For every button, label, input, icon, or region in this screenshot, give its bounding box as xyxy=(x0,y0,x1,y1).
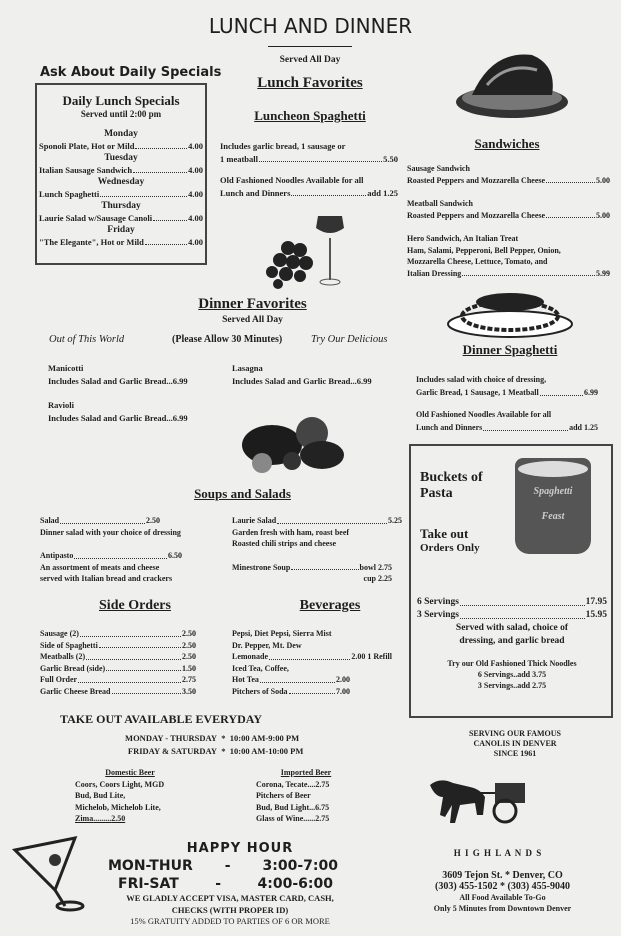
dinner-favorites-sub: Served All Day xyxy=(222,315,283,325)
text: 6 Servings..add 3.75 xyxy=(477,670,547,679)
canolis-note xyxy=(455,729,575,759)
take-out-heading: TAKE OUT AVAILABLE EVERYDAY xyxy=(60,712,262,726)
item-desc: Includes Salad and Garlic Bread xyxy=(48,375,167,386)
day-label: Friday xyxy=(107,225,135,235)
text: Corona, Tecate xyxy=(256,779,308,789)
price: 5.99 xyxy=(596,268,610,278)
dinner-item: Lasagna Includes Salad and Garlic Bread...6.99 xyxy=(232,363,372,386)
text: Old Fashioned Noodles Available for all xyxy=(416,410,552,419)
price: add 1.25 xyxy=(569,422,598,432)
text: Michelob, Michelob Lite, xyxy=(75,802,161,812)
price: 4.00 xyxy=(188,189,203,199)
text: Garlic Bread, 1 Sausage, 1 Meatball xyxy=(416,387,539,397)
price: 6.99 xyxy=(172,412,188,423)
text: Pasta xyxy=(420,486,453,501)
price: 2.50 xyxy=(146,516,160,525)
hours: 10:00 AM-10:00 PM xyxy=(229,745,304,756)
text: Buckets of xyxy=(420,470,483,485)
dinner-spaghetti-heading: Dinner Spaghetti xyxy=(462,342,558,357)
text: CANOLIS IN DENVER xyxy=(473,739,557,748)
text: dressing, and garlic bread xyxy=(459,636,565,646)
price: bowl 2.75 xyxy=(359,562,392,572)
price: 2.75 xyxy=(182,675,196,684)
price: 2.75 xyxy=(315,814,330,823)
price: 4.00 xyxy=(188,141,203,151)
item-desc: Includes Salad and Garlic Bread xyxy=(48,412,167,423)
spaghetti-plate-illustration xyxy=(446,288,574,340)
price: 6.75 xyxy=(315,802,330,812)
item-name: Garlic Cheese Bread xyxy=(40,686,111,696)
happy-hour-row: FRI-SAT - 4:00-6:00 xyxy=(118,876,333,892)
special-name: Lunch Spaghetti xyxy=(39,189,100,199)
side-orders-heading: Side Orders xyxy=(99,598,171,613)
tagline-mid: (Please Allow 30 Minutes) xyxy=(172,334,283,345)
domestic-beer: Domestic Beer Coors, Coors Light, MGD Bud, Bud Lite, Michelob, Michelob Lite, Zima.........2.50 xyxy=(75,767,185,825)
price: 3.50 xyxy=(182,686,196,696)
luncheon-info xyxy=(220,140,398,199)
sandwich-desc: Roasted Peppers and Mozzarella Cheese xyxy=(407,210,546,220)
text: Spaghetti xyxy=(533,486,573,497)
day-label: Tuesday xyxy=(104,153,138,163)
special-row xyxy=(39,140,203,152)
highlands-brand: H I G H L A N D S xyxy=(453,848,543,858)
item-name: Manicotti xyxy=(48,363,84,373)
text: Ham, Salami, Pepperoni, Bell Pepper, Onion, xyxy=(407,245,561,255)
side-order-row xyxy=(40,663,196,675)
text: Bud, Bud Light xyxy=(256,802,310,812)
spaghetti-bucket-illustration xyxy=(515,458,591,554)
price: 5.25 xyxy=(388,516,402,525)
side-order-row xyxy=(40,651,196,663)
text: Dinner salad with your choice of dressing xyxy=(40,527,181,537)
special-row xyxy=(39,236,203,248)
days: FRI-SAT xyxy=(118,876,179,892)
text: Lemonade xyxy=(232,652,268,661)
text: Roasted chili strips and cheese xyxy=(232,539,336,548)
sandwiches-heading: Sandwiches xyxy=(474,136,540,151)
sandwich-name: Meatball Sandwich xyxy=(407,199,474,208)
text: Lunch and Dinners xyxy=(416,422,483,432)
text: Garden fresh with ham, roast beef xyxy=(232,527,350,537)
text: served with Italian bread and crackers xyxy=(40,574,173,583)
text: Feast xyxy=(541,511,565,522)
price: 2.50 xyxy=(182,652,196,661)
tagline-left: Out of This World xyxy=(49,334,125,345)
sandwiches-list xyxy=(407,163,610,279)
text: An assortment of meats and cheese xyxy=(40,562,160,572)
tagline-right: Try Our Delicious xyxy=(311,334,388,345)
price: 2.00 xyxy=(336,675,350,684)
text: Mozzarella Cheese, Lettuce, Tomato, and xyxy=(407,257,548,266)
days: MON-THUR xyxy=(108,858,193,874)
text: Pitchers of Beer xyxy=(256,791,311,800)
item-name: Garlic Bread (side) xyxy=(40,663,106,673)
payment-info xyxy=(80,893,380,928)
days: MONDAY - THURSDAY xyxy=(125,733,217,743)
price: 6.99 xyxy=(356,375,372,386)
text: Minestrone Soup xyxy=(232,562,291,572)
special-row xyxy=(39,164,203,176)
price: 2.50 xyxy=(182,629,196,638)
text: 1 meatball xyxy=(220,153,259,164)
text: Coors, Coors Light, MGD xyxy=(75,779,165,789)
hours: 10:00 AM-9:00 PM xyxy=(229,733,300,743)
text: Served with salad, choice of xyxy=(455,623,569,633)
text: All Food Available To-Go xyxy=(459,893,546,902)
text: SINCE 1961 xyxy=(493,749,537,758)
side-order-row xyxy=(40,686,196,698)
address: 3609 Tejon St. * Denver, CO xyxy=(442,870,563,881)
soups-left xyxy=(40,515,225,585)
price: 2.50 xyxy=(182,640,196,650)
ask-specials-heading: Ask About Daily Specials xyxy=(40,65,222,80)
price: 15.95 xyxy=(585,610,607,620)
special-row xyxy=(39,188,203,200)
text: Hot Tea xyxy=(232,675,259,684)
text: WE GLADLY ACCEPT VISA, MASTER CARD, CASH, xyxy=(126,893,334,903)
orders-only-label: Orders Only xyxy=(420,542,480,554)
item-name: Full Order xyxy=(40,675,78,684)
grapes-wine-illustration xyxy=(258,208,348,293)
text: CHECKS (WITH PROPER ID) xyxy=(171,904,289,915)
beverages-list xyxy=(232,628,392,697)
price: cup 2.25 xyxy=(363,574,392,583)
price: 5.00 xyxy=(596,175,610,185)
text: 3 Servings xyxy=(417,610,459,620)
price: 5.50 xyxy=(383,153,398,164)
price: 6.50 xyxy=(168,551,182,560)
text: Lunch and Dinners xyxy=(220,187,291,198)
text: Italian Dressing xyxy=(407,268,462,278)
day-label: Monday xyxy=(104,129,138,139)
item-name: Sausage (2) xyxy=(40,629,79,638)
luncheon-spaghetti-heading: Luncheon Spaghetti xyxy=(254,108,366,123)
text: Antipasto xyxy=(40,551,74,560)
side-order-row xyxy=(40,628,196,640)
special-name: "The Elegante", Hot or Mild xyxy=(39,237,144,247)
text: Includes salad with choice of dressing, xyxy=(416,375,547,384)
bread-platter-illustration xyxy=(452,40,572,125)
item-name: Ravioli xyxy=(48,400,74,410)
soups-right xyxy=(232,515,402,585)
daily-specials-box xyxy=(35,83,207,265)
text: 3 Servings..add 2.75 xyxy=(477,681,547,690)
happy-hour-row: MON-THUR - 3:00-7:00 xyxy=(108,858,338,874)
hours: 3:00-7:00 xyxy=(262,858,338,874)
price: 6.99 xyxy=(172,375,188,386)
item-name: Meatballs (2) xyxy=(40,652,86,661)
price: 7.00 xyxy=(336,686,350,696)
text: Domestic Beer xyxy=(105,768,155,777)
text: 6 Servings xyxy=(417,597,459,607)
horse-cart-logo xyxy=(425,775,535,835)
price: 4.00 xyxy=(188,165,203,175)
sandwich-name: Sausage Sandwich xyxy=(407,164,470,173)
text: Salad xyxy=(40,516,60,525)
buckets-title xyxy=(420,470,483,502)
day-label: Thursday xyxy=(101,201,141,211)
happy-hour-title: HAPPY HOUR xyxy=(186,841,294,856)
text: Dr. Pepper, Mt. Dew xyxy=(232,640,302,650)
text: Try our Old Fashioned Thick Noodles xyxy=(447,659,577,668)
divider xyxy=(268,46,352,47)
dinner-item: Ravioli Includes Salad and Garlic Bread...6.99 xyxy=(48,400,188,423)
price: 4.00 xyxy=(188,237,203,247)
sandwich-desc: Roasted Peppers and Mozzarella Cheese xyxy=(407,175,546,185)
price: 17.95 xyxy=(585,597,607,607)
price: 2.50 xyxy=(111,814,126,823)
text: Includes garlic bread, 1 sausage or xyxy=(220,141,346,151)
dinner-item: Manicotti Includes Salad and Garlic Bread...6.99 xyxy=(48,363,188,386)
page-title: LUNCH AND DINNER xyxy=(208,14,413,38)
take-out-hours: MONDAY - THURSDAY * 10:00 AM-9:00 PM FRIDAY & SATURDAY * 10:00 AM-10:00 PM xyxy=(104,732,303,757)
take-out-label: Take out xyxy=(420,526,469,541)
lunch-favorites-heading: Lunch Favorites xyxy=(257,75,363,91)
buckets-prices xyxy=(417,596,607,691)
daily-specials-subtitle: Served until 2:00 pm xyxy=(80,108,162,119)
item-name: Side of Spaghetti xyxy=(40,640,98,650)
address-block xyxy=(395,870,610,914)
text: Only 5 Minutes from Downtown Denver xyxy=(433,904,572,913)
special-name: Laurie Salad w/Sausage Canoli xyxy=(39,213,153,223)
text: Glass of Wine xyxy=(256,814,304,823)
text: Bud, Bud Lite, xyxy=(75,791,126,800)
text: Pepsi, Diet Pepsi, Sierra Mist xyxy=(232,629,332,638)
price: 1.50 xyxy=(182,663,196,673)
martini-glass-icon xyxy=(10,832,85,912)
soups-salads-heading: Soups and Salads xyxy=(194,486,291,501)
special-name: Italian Sausage Sandwich xyxy=(39,165,133,175)
dinner-favorites-heading: Dinner Favorites xyxy=(198,296,307,312)
price: 4.00 xyxy=(188,213,203,223)
price: 2.75 xyxy=(315,779,330,789)
text: Pitchers of Soda xyxy=(232,686,288,696)
day-label: Wednesday xyxy=(97,177,145,187)
price: 6.99 xyxy=(584,387,598,397)
text: SERVING OUR FAMOUS xyxy=(468,729,562,738)
beverages-heading: Beverages xyxy=(299,598,361,613)
item-name: Lasagna xyxy=(232,363,263,373)
buckets-of-pasta-box xyxy=(409,444,613,718)
phone: (303) 455-1502 * (303) 455-9040 xyxy=(435,881,570,892)
price: 2.00 1 Refill xyxy=(351,652,392,661)
price: add 1.25 xyxy=(367,187,398,198)
daily-specials-title: Daily Lunch Specials xyxy=(62,93,180,108)
days: FRIDAY & SATURDAY xyxy=(127,745,217,756)
text: Zima xyxy=(75,814,94,823)
imported-beer: Imported Beer Corona, Tecate....2.75 Pitchers of Beer Bud, Bud Light...6.75 Glass of Wine......2.75 xyxy=(256,767,356,825)
text: Laurie Salad xyxy=(232,516,277,525)
served-all-day: Served All Day xyxy=(279,55,341,65)
item-desc: Includes Salad and Garlic Bread xyxy=(232,375,351,386)
text: Hero Sandwich, An Italian Treat xyxy=(407,234,519,243)
dinner-spaghetti-info xyxy=(416,374,598,434)
text: Old Fashioned Noodles Available for all xyxy=(220,175,364,185)
price: 5.00 xyxy=(596,210,610,220)
hours: 4:00-6:00 xyxy=(257,876,333,892)
side-orders-list xyxy=(40,628,196,697)
vegetables-illustration xyxy=(232,405,350,475)
special-name: Sponoli Plate, Hot or Mild xyxy=(39,141,135,151)
side-order-row xyxy=(40,640,196,652)
text: Iced Tea, Coffee, xyxy=(232,663,289,673)
text: 15% GRATUITY ADDED TO PARTIES OF 6 OR MORE xyxy=(130,916,330,926)
text: Imported Beer xyxy=(280,768,332,777)
side-order-row xyxy=(40,674,196,686)
special-row xyxy=(39,212,203,224)
